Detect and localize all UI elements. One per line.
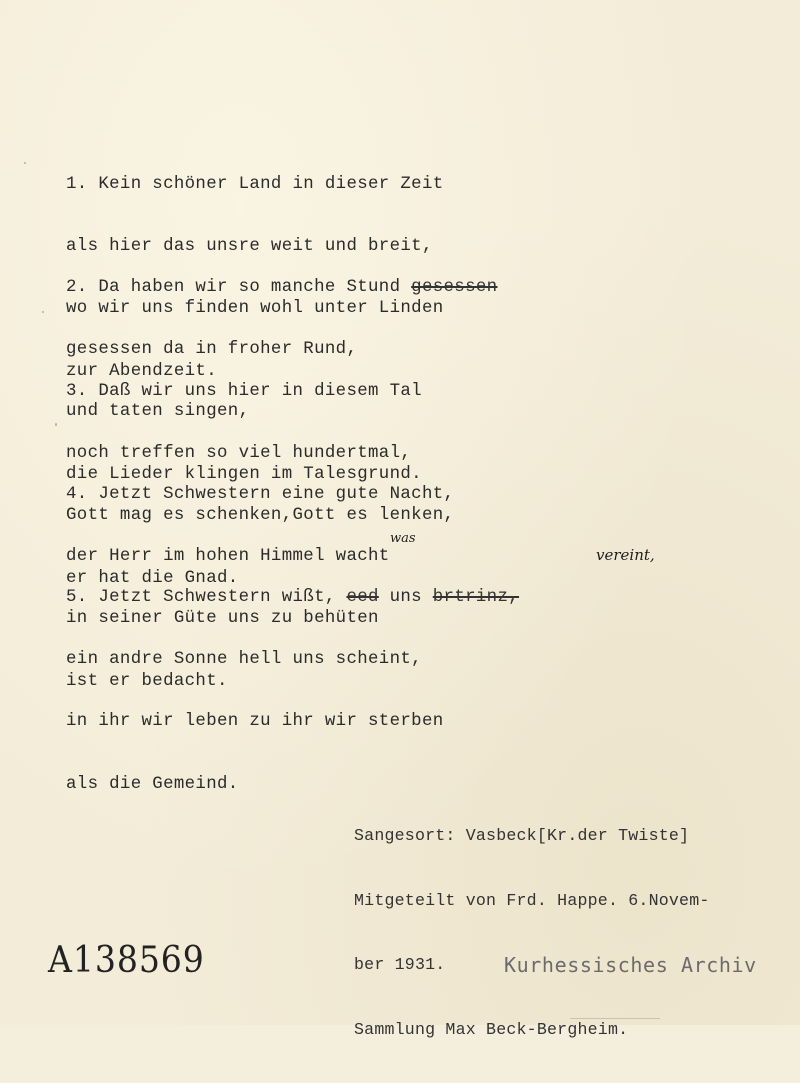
stanza-5-line-2: ein andre Sonne hell uns scheint, (66, 649, 422, 669)
paper-speck (42, 311, 44, 313)
stanza-4-line-4: ist er bedacht. (66, 671, 228, 691)
stanza-4-line-1: 4. Jetzt Schwestern eine gute Nacht, (66, 484, 455, 504)
stanza-1-line-1: 1. Kein schöner Land in dieser Zeit (66, 174, 444, 194)
catalog-number: A138569 (48, 940, 205, 981)
provenance-place: Sangesort: Vasbeck[Kr.der Twiste] (354, 826, 690, 845)
stanza-3-line-3: Gott mag es schenken,Gott es lenken, (66, 506, 455, 526)
stanza-2-struck-word: gesessen (411, 277, 498, 297)
provenance-note (354, 782, 710, 1083)
stanza-4-line-2: der Herr im hohen Himmel wacht (66, 546, 390, 566)
stanza-2-line-4: die Lieder klingen im Talesgrund. (66, 464, 422, 484)
stanza-1-line-3: wo wir uns finden wohl unter Linden (66, 299, 444, 319)
handwritten-correction-was: was (390, 531, 416, 546)
archive-stamp: Kurhessisches Archiv (504, 953, 757, 977)
provenance-collection: Sammlung Max Beck-Bergheim. (354, 1019, 629, 1039)
stanza-3-line-1: 3. Daß wir uns hier in diesem Tal (66, 381, 422, 401)
stanza-2-line-2: gesessen da in froher Rund, (66, 339, 358, 359)
stanza-5-line-1-mid: uns (378, 587, 433, 607)
stanza-4-line-3: in seiner Güte uns zu behüten (66, 609, 379, 629)
paper-speck (55, 423, 57, 426)
stanza-2-line-1 (66, 278, 497, 299)
stanza-3-line-2: noch treffen so viel hundertmal, (66, 443, 412, 463)
stanza-5-struck-word-b: brtrinz, (432, 587, 520, 607)
provenance-date: ber 1931. (354, 955, 446, 974)
paper-speck (24, 162, 26, 164)
stanza-2-line-3: und taten singen, (66, 402, 250, 422)
stanza-2-line-1-text: 2. Da haben wir so manche Stund (66, 277, 412, 297)
provenance-contributor: Mitgeteilt von Frd. Happe. 6.Novem- (354, 890, 710, 910)
paper-edge-mark (570, 1018, 660, 1019)
handwritten-correction-vereint: vereint, (596, 546, 655, 564)
stanza-5-struck-word-a: eed (346, 587, 379, 607)
stanza-5-line-1 (66, 588, 519, 609)
stanza-5-line-3: in ihr wir leben zu ihr wir sterben (66, 712, 444, 732)
stanza-1-line-2: als hier das unsre weit und breit, (66, 236, 433, 256)
stanza-5-line-4: als die Gemeind. (66, 774, 239, 794)
stanza-3-line-4: er hat die Gnad. (66, 568, 239, 588)
stanza-5-line-1-start: 5. Jetzt Schwestern wißt, (66, 587, 347, 607)
stanza-1-line-4: zur Abendzeit. (66, 361, 218, 381)
